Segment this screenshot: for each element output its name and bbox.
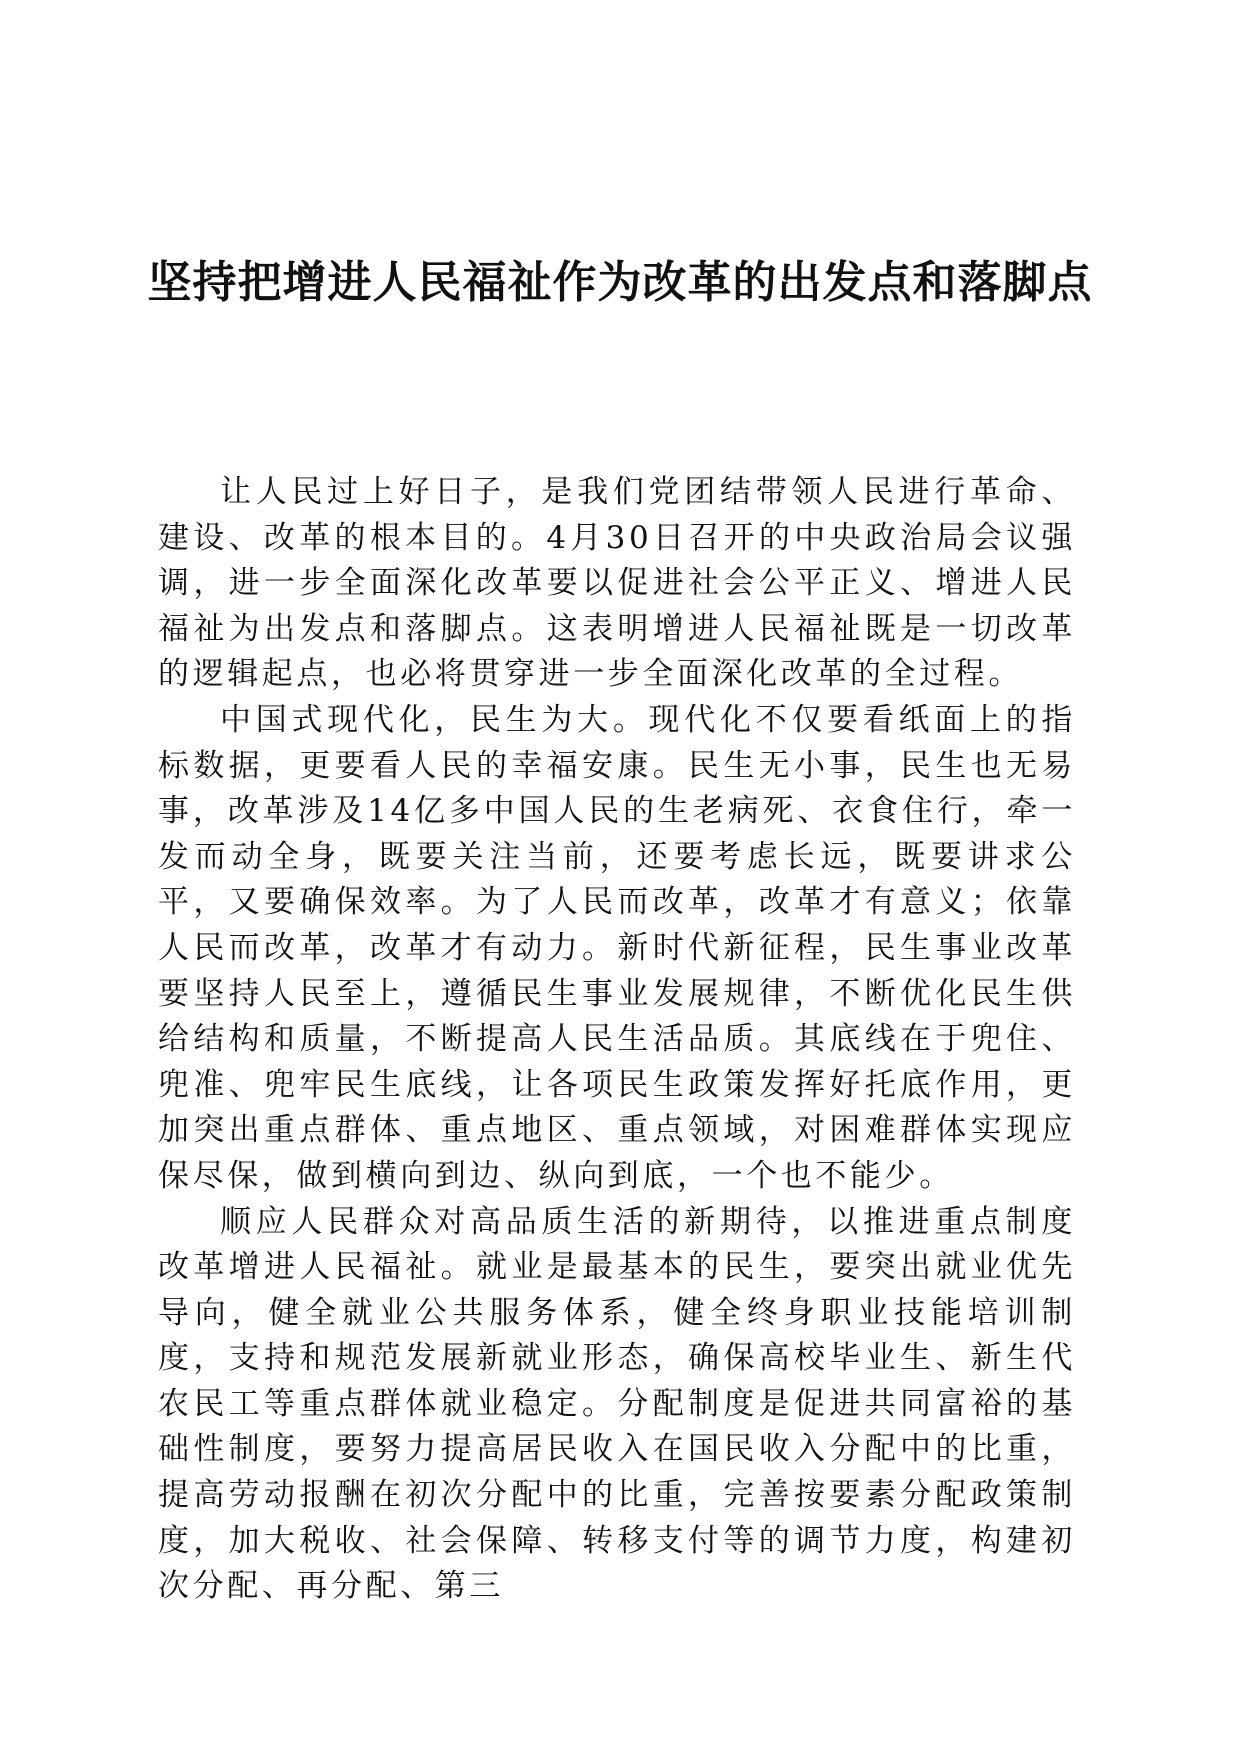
- paragraph-1: 让人民过上好日子，是我们党团结带领人民进行革命、建设、改革的根本目的。4月30日召开的中央政治局会议强调，进一步全面深化改革要以促进社会公平正义、增进人民福祉为出发点和落脚点。这表明增进人民福祉既是一切改革的逻辑起点，也必将贯穿进一步全面深化改革的全过程。: [158, 474, 1076, 693]
- paragraph-3: 顺应人民群众对高品质生活的新期待，以推进重点制度改革增进人民福祉。就业是最基本的民生，要突出就业优先导向，健全就业公共服务体系，健全终身职业技能培训制度，支持和规范发展新就业形态，确保高校毕业生、新生代农民工等重点群体就业稳定。分配制度是促进共同富裕的基础性制度，要努力提高居民收入在国民收入分配中的比重，提高劳动报酬在初次分配中的比重，完善按要素分配政策制度，加大税收、社会保障、转移支付等的调节力度，构建初次分配、再分配、第三: [158, 1203, 1076, 1605]
- document-title: 坚持把增进人民福祉作为改革的出发点和落脚点: [147, 257, 1093, 308]
- document-body: [158, 470, 1076, 1610]
- paragraph-2: 中国式现代化，民生为大。现代化不仅要看纸面上的指标数据，更要看人民的幸福安康。民生无小事，民生也无易事，改革涉及14亿多中国人民的生老病死、衣食住行，牵一发而动全身，既要关注当前，还要考虑长远，既要讲求公平，又要确保效率。为了人民而改革，改革才有意义；依靠人民而改革，改革才有动力。新时代新征程，民生事业改革要坚持人民至上，遵循民生事业发展规律，不断优化民生供给结构和质量，不断提高人民生活品质。其底线在于兜住、兜准、兜牢民生底线，让各项民生政策发挥好托底作用，更加突出重点群体、重点地区、重点领域，对困难群体实现应保尽保，做到横向到边、纵向到底，一个也不能少。: [158, 701, 1076, 1194]
